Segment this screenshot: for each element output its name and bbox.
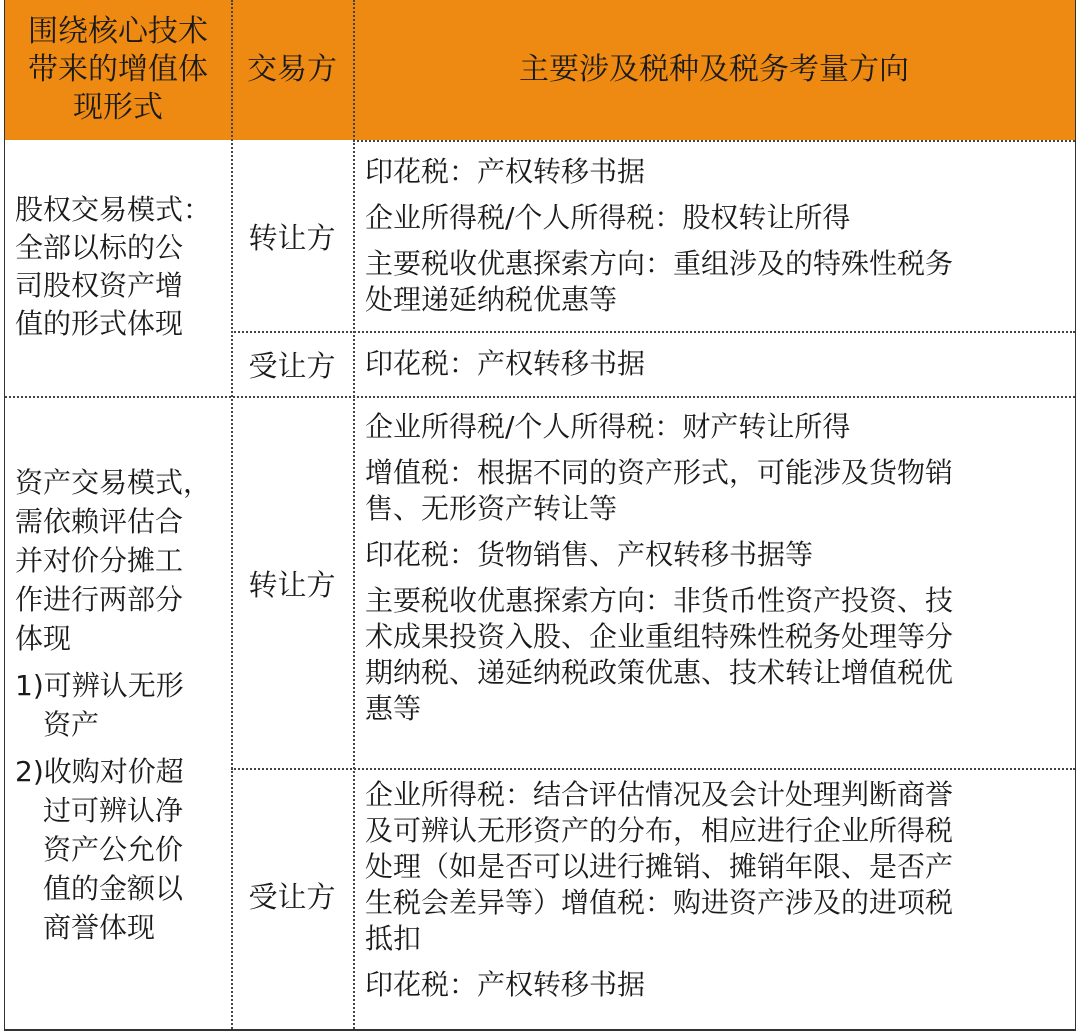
- asset-point-2: [15, 752, 229, 947]
- tax-item: [365, 455, 1071, 527]
- mode-line: 需依赖评估合: [15, 505, 184, 538]
- tax-line: 印花税：产权转移书据: [365, 155, 646, 188]
- asset-point-1: [15, 666, 229, 744]
- tax-item: [365, 154, 1071, 190]
- point-line: 商誉体现: [43, 911, 156, 944]
- tax-item: [365, 246, 1071, 318]
- row-divider: [231, 331, 1075, 333]
- point-line: 值的金额以: [43, 872, 184, 905]
- tax-line: 印花税：产权转移书据: [365, 968, 646, 1001]
- tax-item: [365, 200, 1071, 236]
- tax-line: 术成果投资入股、企业重组特殊性税务处理等分: [365, 620, 954, 653]
- row-divider: [231, 768, 1075, 770]
- tax-line: 及可辨认无形资产的分布，相应进行企业所得税: [365, 814, 954, 847]
- tax-line: 印花税：货物销售、产权转移书据等: [365, 538, 814, 571]
- header-tax-considerations: 主要涉及税种及税务考量方向: [519, 52, 909, 87]
- mode-line: 作进行两部分: [15, 583, 184, 616]
- tax-line: 售、无形资产转让等: [365, 492, 618, 525]
- tax-item: [365, 777, 1071, 957]
- tax-line: 处理递延纳税优惠等: [365, 283, 618, 316]
- mode-line: 值的形式体现: [15, 307, 184, 340]
- tax-line: 主要税收优惠探索方向：重组涉及的特殊性税务: [365, 247, 954, 280]
- table-header: [5, 0, 1075, 140]
- tax-line: 增值税：根据不同的资产形式，可能涉及货物销: [365, 456, 954, 489]
- tax-table: [4, 0, 1076, 1031]
- mode-line: 股权交易模式：: [15, 193, 212, 226]
- mode-line: 司股权资产增: [15, 269, 184, 302]
- mode-line: 并对价分摊工: [15, 544, 184, 577]
- asset-mode-description: [15, 463, 229, 947]
- header-col1-line: 现形式: [73, 90, 163, 125]
- tax-item: [365, 967, 1071, 1003]
- tax-line: 处理（如是否可以进行摊销、摊销年限、是否产: [365, 850, 954, 883]
- point-line: 2)收购对价超: [15, 755, 184, 788]
- role-transferor: 转让方: [248, 221, 336, 255]
- asset-transferee-taxes: [365, 777, 1071, 1003]
- tax-line: 企业所得税/个人所得税：财产转让所得: [365, 410, 851, 443]
- header-col1-line: 带来的增值体: [28, 52, 208, 87]
- tax-line: 印花税：产权转移书据: [365, 347, 646, 380]
- equity-mode-description: [15, 191, 229, 343]
- mode-line: 全部以标的公: [15, 231, 184, 264]
- point-line: 过可辨认净: [43, 794, 184, 827]
- point-line: 1)可辨认无形: [15, 669, 184, 702]
- tax-line: 生税会差异等）增值税：购进资产涉及的进项税: [365, 886, 954, 919]
- column-divider: [353, 0, 355, 1029]
- equity-transferor-taxes: [365, 154, 1071, 318]
- header-col1-line: 围绕核心技术: [28, 14, 208, 49]
- section-divider: [5, 396, 1075, 398]
- role-transferee: 受让方: [248, 349, 336, 383]
- tax-line: 企业所得税：结合评估情况及会计处理判断商誉: [365, 778, 954, 811]
- point-line: 资产: [43, 708, 100, 741]
- row-divider: [353, 140, 1075, 142]
- tax-line: 惠等: [365, 692, 422, 725]
- mode-line: 体现: [15, 622, 72, 655]
- header-party: 交易方: [247, 52, 337, 87]
- tax-line: 企业所得税/个人所得税：股权转让所得: [365, 201, 851, 234]
- tax-line: 主要税收优惠探索方向：非货币性资产投资、技: [365, 584, 954, 617]
- equity-transferee-taxes: [365, 346, 1071, 382]
- point-line: 资产公允价: [43, 833, 184, 866]
- role-transferee: 受让方: [248, 879, 336, 914]
- asset-transferor-taxes: [365, 409, 1071, 727]
- tax-item: [365, 409, 1071, 445]
- tax-item: [365, 583, 1071, 727]
- tax-line: 抵扣: [365, 922, 422, 955]
- role-transferor: 转让方: [248, 567, 336, 602]
- mode-line: 资产交易模式，: [15, 466, 212, 499]
- header-value-form: [5, 0, 231, 140]
- tax-line: 期纳税、递延纳税政策优惠、技术转让增值税优: [365, 656, 954, 689]
- tax-item: [365, 537, 1071, 573]
